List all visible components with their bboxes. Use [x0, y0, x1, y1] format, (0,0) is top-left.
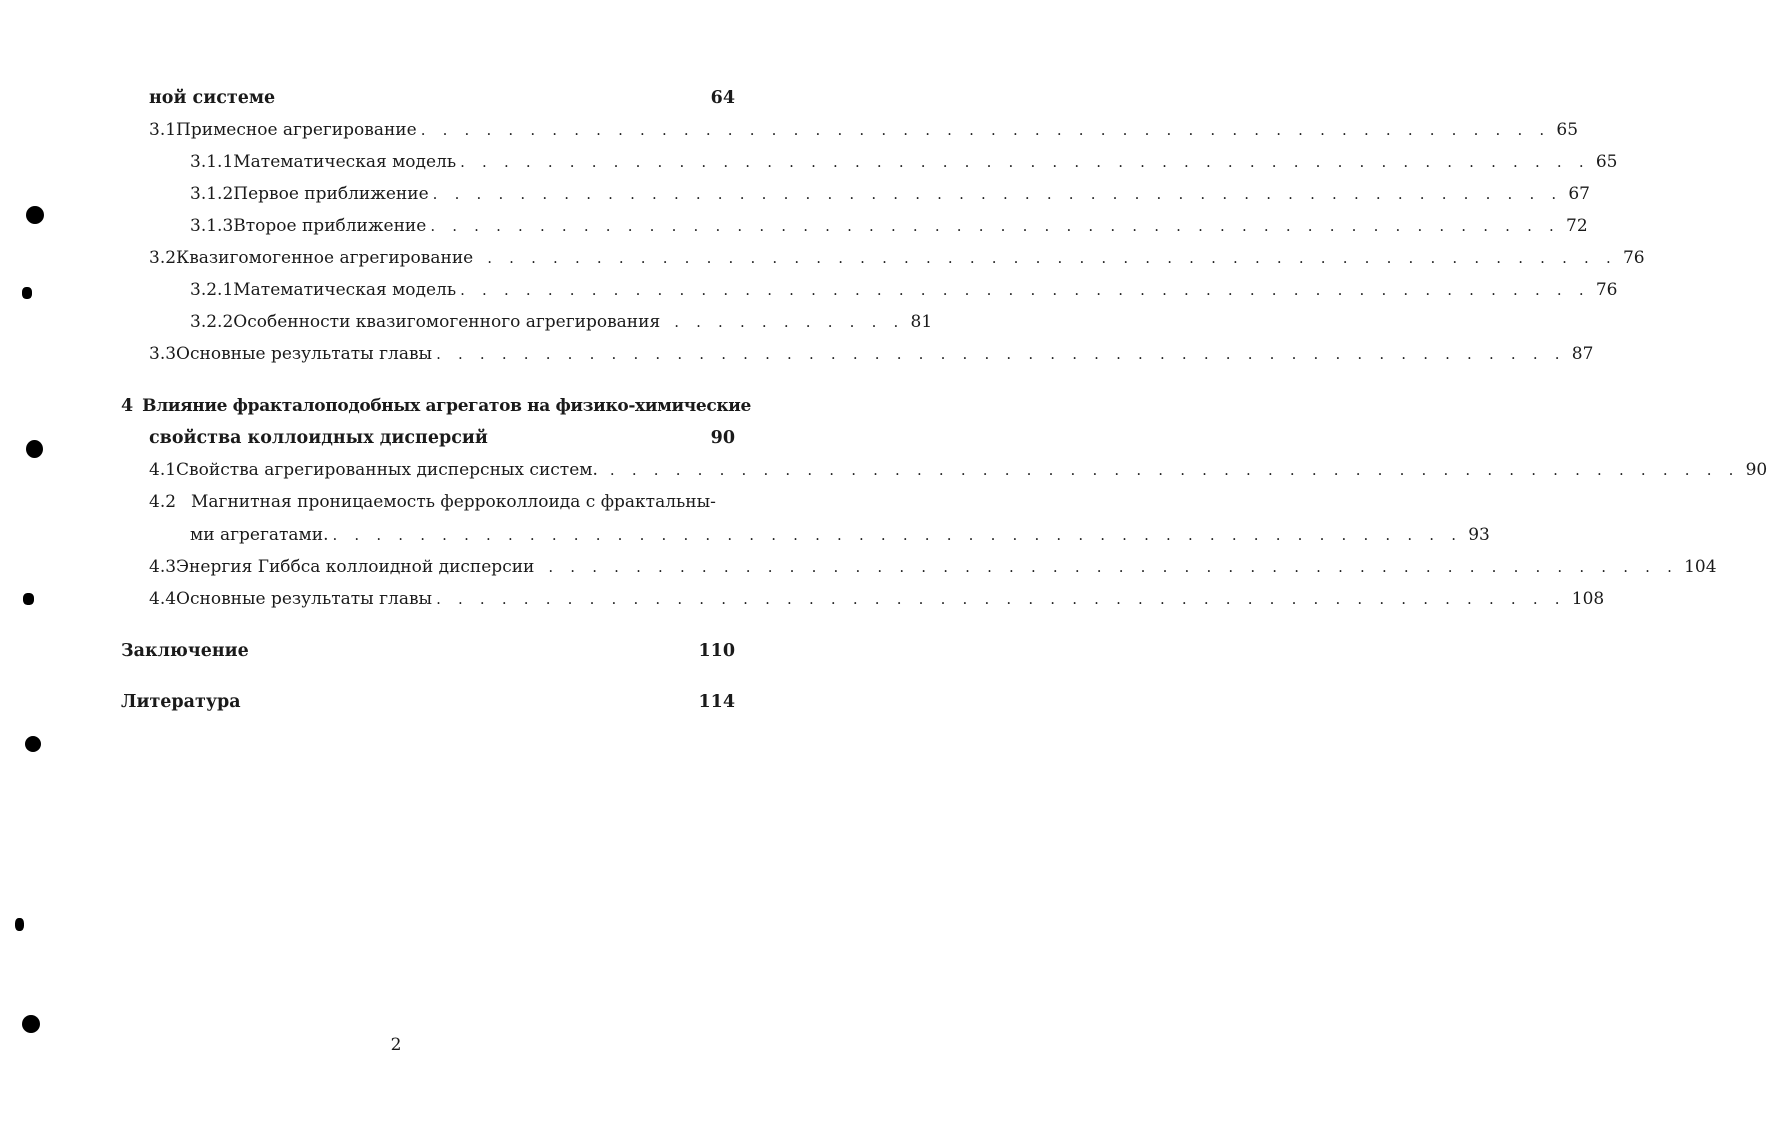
toc-entry-3-1-2	[190, 184, 1590, 204]
toc-page: 104	[1684, 557, 1717, 577]
toc-title: Основные результаты главы	[176, 344, 433, 364]
toc-page: 65	[1556, 120, 1579, 140]
toc-leader-dots: . . . . . . . . . . . . . . . . . . . . . . . . . . . . . . . . . . . . . . . . . . . . . . . . . . . .	[609, 461, 1740, 479]
toc-number: 4.4	[149, 589, 177, 609]
toc-leader-dots: . . . . . . . . . . .	[674, 313, 905, 331]
toc-page: 81	[910, 312, 933, 332]
toc-number: 4.3	[149, 557, 177, 577]
toc-number: 3.1	[149, 120, 177, 140]
toc-entry-3-2-2	[190, 312, 933, 332]
toc-entry-3-1-1	[190, 152, 1618, 172]
toc-title-line1: Влияние фракталоподобных агрегатов на физико-химические	[142, 396, 751, 416]
toc-page: 76	[1595, 280, 1618, 300]
toc-title: ной системе	[149, 88, 276, 108]
toc-number: 4	[121, 396, 134, 416]
toc-number: 3.3	[149, 344, 177, 364]
toc-page: 67	[1568, 184, 1590, 204]
toc-number: 3.1.2	[190, 184, 234, 204]
toc-entry-3-1-3	[190, 216, 1588, 236]
toc-leader-dots: . . . . . . . . . . . . . . . . . . . . . . . . . . . . . . . . . . . . . . . . . . . . . . . . . . . .	[436, 590, 1566, 608]
toc-title-line2: свойства коллоидных дисперсий	[149, 428, 488, 448]
toc-title: Заключение	[121, 641, 249, 661]
toc-entry-4-2	[149, 492, 735, 512]
toc-entry-4-3	[149, 557, 1717, 577]
toc-entry-4-4	[149, 589, 1605, 609]
toc-leader-dots: . . . . . . . . . . . . . . . . . . . . . . . . . . . . . . . . . . . . . . . . . . . . . . . . . . . .	[460, 153, 1590, 171]
toc-title: Математическая модель	[233, 280, 457, 300]
toc-leader-dots: . . . . . . . . . . . . . . . . . . . . . . . . . . . . . . . . . . . . . . . . . . . . . . . . . . . .	[436, 345, 1566, 363]
toc-page: 72	[1566, 216, 1588, 236]
toc-leader-dots: . . . . . . . . . . . . . . . . . . . . . . . . . . . . . . . . . . . . . . . . . . . . . . . . . . . .	[487, 249, 1617, 267]
toc-entry-3-2	[149, 248, 1645, 268]
toc-title: Свойства агрегированных дисперсных систем.	[176, 460, 598, 480]
toc-title: Первое приближение	[233, 184, 429, 204]
toc-title-line1: Магнитная проницаемость ферроколлоида с фрактальны-	[191, 492, 716, 512]
toc-entry-3-3	[149, 344, 1594, 364]
toc-entry-literature	[121, 692, 735, 712]
toc-page: 93	[1468, 525, 1490, 545]
toc-entry-chapter-3-cont	[149, 88, 735, 108]
toc-title-line2: ми агрегатами.	[190, 525, 329, 545]
toc-title: Квазигомогенное агрегирование	[176, 248, 474, 268]
toc-title: Второе приближение	[233, 216, 427, 236]
toc-title: Основные результаты главы	[176, 589, 433, 609]
toc-entry-3-1	[149, 120, 1579, 140]
toc-number: 3.2	[149, 248, 177, 268]
toc-leader-dots: . . . . . . . . . . . . . . . . . . . . . . . . . . . . . . . . . . . . . . . . . . . . . . . . . . . .	[432, 185, 1563, 203]
toc-number: 4.2	[149, 492, 177, 512]
toc-page: 64	[710, 88, 735, 108]
scan-artifact-mark	[23, 593, 34, 605]
toc-leader-dots: . . . . . . . . . . . . . . . . . . . . . . . . . . . . . . . . . . . . . . . . . . . . . . . . . . . .	[420, 121, 1551, 139]
toc-page: 90	[1745, 460, 1767, 480]
toc-leader-dots: . . . . . . . . . . . . . . . . . . . . . . . . . . . . . . . . . . . . . . . . . . . . . . . . . . . .	[430, 217, 1561, 235]
toc-entry-4-1	[149, 460, 1767, 480]
toc-page: 110	[698, 641, 735, 661]
toc-title: Особенности квазигомогенного агрегирования	[233, 312, 661, 332]
page-number: 2	[390, 1035, 402, 1055]
scan-artifact-hole	[25, 736, 41, 752]
scan-artifact-hole	[22, 1015, 40, 1033]
toc-number: 3.1.3	[190, 216, 234, 236]
scan-artifact-mark	[22, 287, 32, 299]
toc-page: 87	[1571, 344, 1594, 364]
toc-entry-conclusion	[121, 641, 735, 661]
toc-number: 3.1.1	[190, 152, 234, 172]
toc-number: 3.2.1	[190, 280, 234, 300]
toc-title: Литература	[121, 692, 241, 712]
toc-number: 3.2.2	[190, 312, 234, 332]
toc-leader-dots: . . . . . . . . . . . . . . . . . . . . . . . . . . . . . . . . . . . . . . . . . . . . . . . . . . . .	[548, 558, 1679, 576]
toc-page: 114	[698, 692, 735, 712]
toc-page: 90	[710, 428, 735, 448]
toc-title: Энергия Гиббса коллоидной дисперсии	[176, 557, 535, 577]
toc-title: Примесное агрегирование	[176, 120, 417, 140]
toc-page: 108	[1571, 589, 1605, 609]
toc-page: 76	[1622, 248, 1645, 268]
toc-number: 4.1	[149, 460, 177, 480]
toc-title: Математическая модель	[233, 152, 457, 172]
scan-artifact-hole	[26, 440, 43, 458]
toc-leader-dots: . . . . . . . . . . . . . . . . . . . . . . . . . . . . . . . . . . . . . . . . . . . . . . . . . . . .	[332, 526, 1463, 544]
toc-page: 65	[1595, 152, 1618, 172]
scan-artifact-mark	[15, 918, 24, 931]
scan-artifact-hole	[26, 206, 44, 224]
toc-entry-4-2-line2	[190, 525, 1490, 545]
toc-entry-chapter-4-line2	[149, 428, 735, 448]
toc-entry-chapter-4	[121, 396, 751, 416]
toc-leader-dots: . . . . . . . . . . . . . . . . . . . . . . . . . . . . . . . . . . . . . . . . . . . . . . . . . . . .	[460, 281, 1590, 299]
toc-entry-3-2-1	[190, 280, 1618, 300]
